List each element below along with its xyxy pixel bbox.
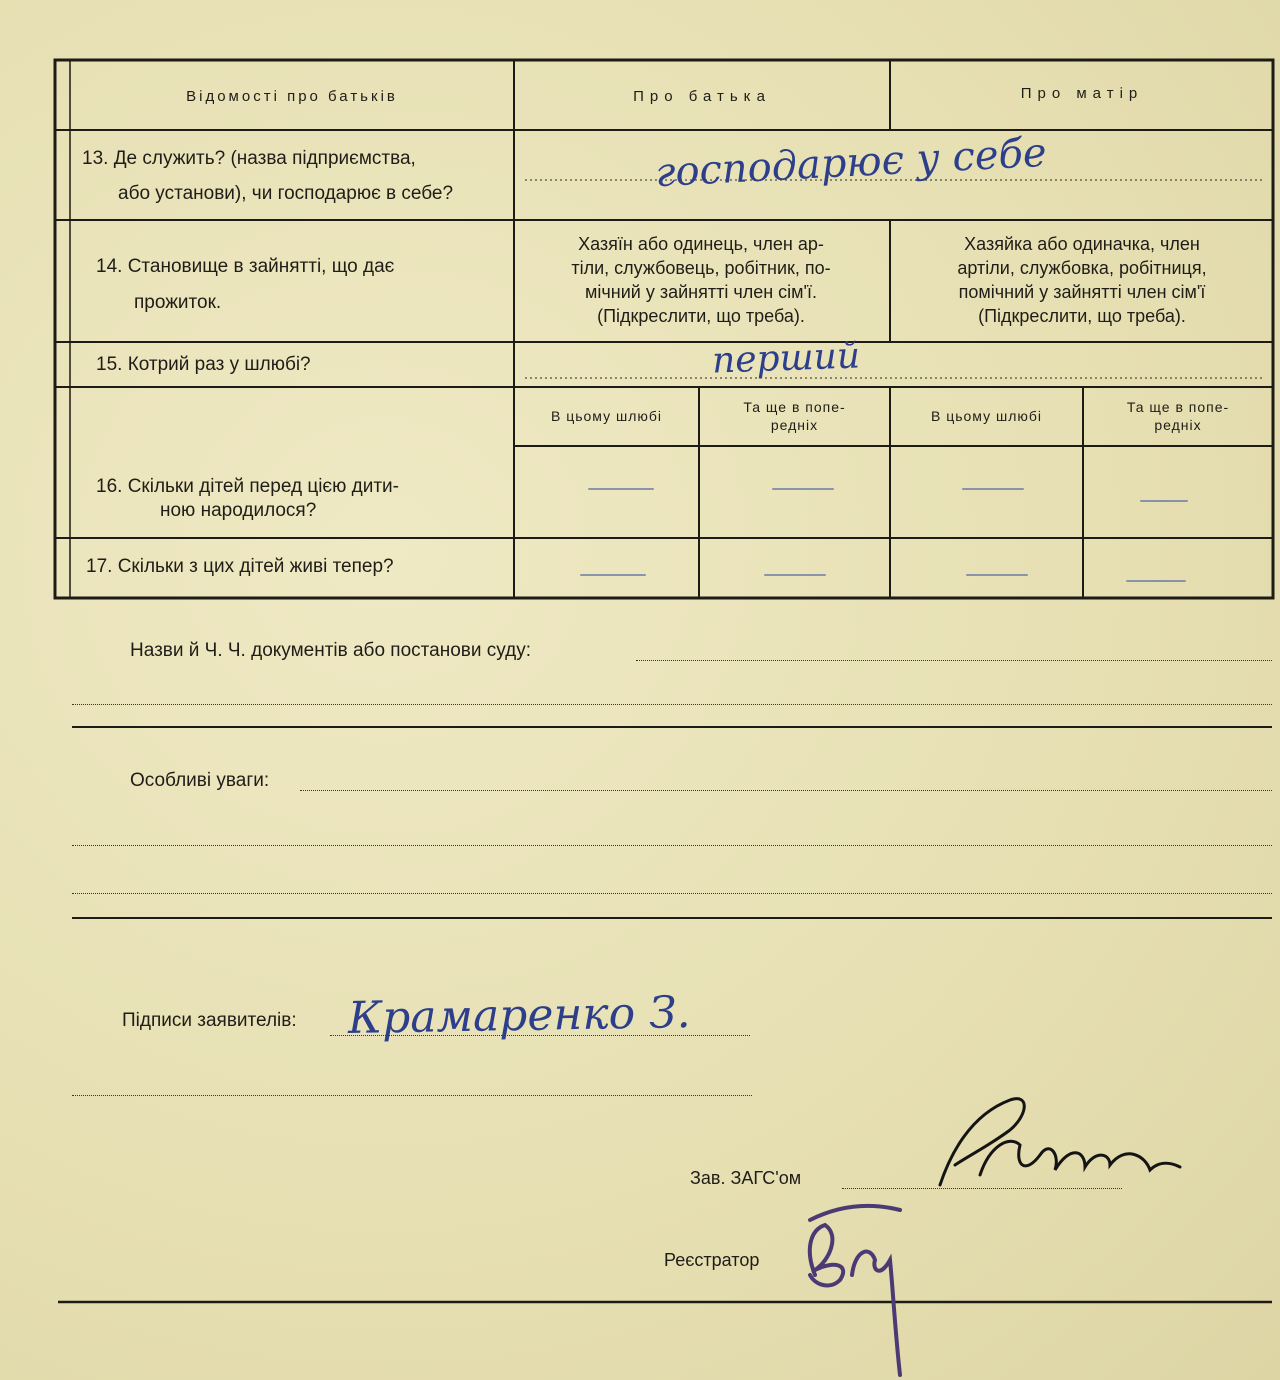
mother-occupation-options — [896, 232, 1268, 328]
question-14-line2: прожиток. — [134, 292, 222, 313]
sub-previous-line2: редніх — [1154, 417, 1202, 433]
registrar-signature — [790, 1190, 920, 1380]
answer-16-mother-this — [962, 488, 1024, 490]
father-option-line: тіли, службовець, робітник, по- — [571, 258, 831, 278]
mother-option-line: артіли, службовка, робітниця, — [957, 258, 1207, 278]
answer-17-father-this — [580, 574, 646, 576]
applicants-fill-line[interactable] — [330, 1035, 750, 1036]
sub-mother-this-marriage: В цьому шлюбі — [930, 408, 1043, 424]
header-mother: Про матір — [1020, 85, 1144, 102]
father-occupation-options — [520, 232, 882, 328]
sub-previous-line2: редніх — [770, 417, 819, 433]
header-father: Про батька — [633, 88, 771, 105]
answer-16-mother-previous — [1140, 500, 1188, 502]
header-parents-info: Відомості про батьків — [186, 88, 398, 105]
question-13-line2: або установи), чи господарює в себе? — [118, 183, 454, 204]
answer-15-handwritten: перший — [711, 335, 861, 382]
registrar-label: Реєстратор — [664, 1250, 760, 1270]
applicant-signature: Крамаренко З. — [347, 987, 691, 1044]
mother-option-line: (Підкреслити, що треба). — [978, 306, 1186, 326]
notes-fill-line[interactable] — [72, 893, 1272, 894]
notes-fill-line[interactable] — [300, 790, 1272, 791]
zags-head-signature — [910, 1075, 1200, 1215]
sub-father-previous — [701, 398, 888, 434]
zags-head-label: Зав. ЗАГС'ом — [690, 1168, 802, 1188]
father-option-line: мічний у зайнятті член сім'ї. — [585, 282, 817, 302]
question-17: 17. Скільки з цих дітей живі тепер? — [86, 556, 394, 577]
notes-fill-line[interactable] — [72, 845, 1272, 846]
documents-fill-line[interactable] — [72, 704, 1272, 705]
father-option-line: (Підкреслити, що треба). — [597, 306, 805, 326]
question-16-line2: ною народилося? — [160, 500, 317, 521]
answer-17-father-previous — [764, 574, 826, 576]
documents-label: Назви й Ч. Ч. документів або постанови суду: — [130, 640, 531, 661]
notes-label: Особливі уваги: — [130, 770, 270, 791]
answer-17-mother-this — [966, 574, 1028, 576]
mother-option-line: помічний у зайнятті член сім'ї — [958, 282, 1206, 302]
sub-father-this-marriage: В цьому шлюбі — [550, 408, 663, 424]
answer-16-father-previous — [772, 488, 834, 490]
mother-option-line: Хазяйка або одиначка, член — [964, 234, 1200, 254]
question-15: 15. Котрий раз у шлюбі? — [96, 354, 311, 375]
question-13-line1: 13. Де служить? (назва підприємства, — [82, 148, 416, 169]
father-option-line: Хазяїн або одинець, член ар- — [578, 234, 824, 254]
sub-mother-previous — [1085, 398, 1271, 434]
sub-previous-line1: Та ще в попе- — [1126, 399, 1230, 415]
documents-fill-line[interactable] — [636, 660, 1272, 661]
question-14-line1: 14. Становище в зайнятті, що дає — [96, 256, 395, 277]
question-16-line1: 16. Скільки дітей перед цією дити- — [96, 476, 399, 497]
sub-previous-line1: Та ще в попе- — [743, 399, 846, 415]
applicants-signature-label: Підписи заявителів: — [122, 1010, 297, 1031]
answer-17-mother-previous — [1126, 580, 1186, 582]
applicants-fill-line[interactable] — [72, 1095, 752, 1096]
answer-16-father-this — [588, 488, 654, 490]
answer-13-handwritten: господарює у себе — [654, 129, 1048, 197]
